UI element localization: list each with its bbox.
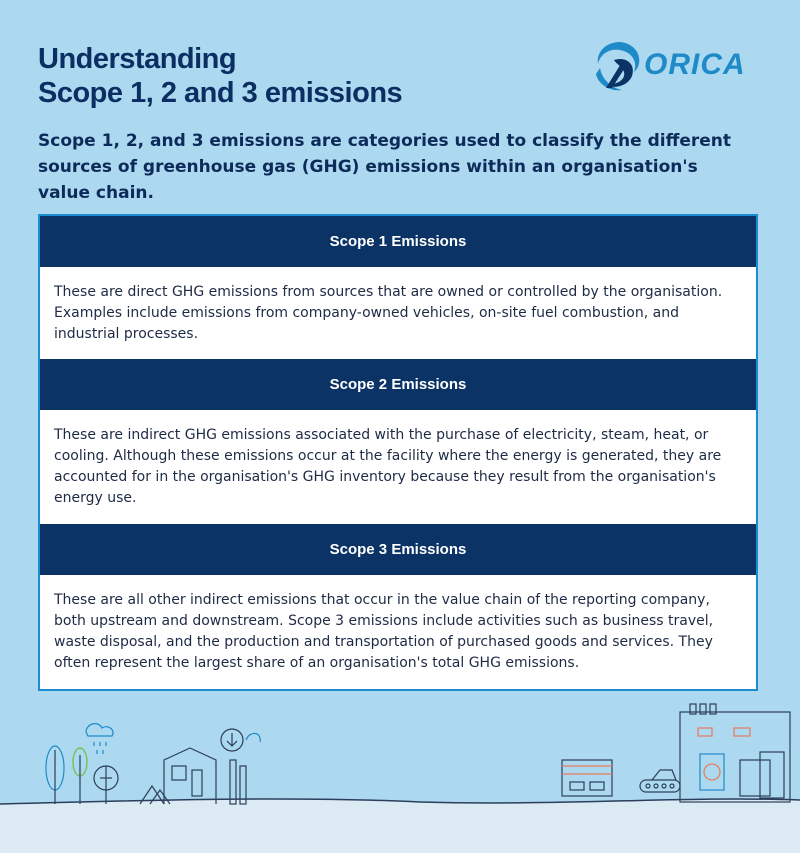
scope-1-heading: Scope 1 Emissions [40, 216, 756, 267]
scope-3-description [40, 575, 756, 689]
orica-swirl-icon [592, 38, 648, 94]
conveyor-icon [640, 770, 680, 792]
factory-icon [680, 704, 790, 802]
title-line-1: Understanding [38, 43, 237, 75]
scope-2-heading: Scope 2 Emissions [40, 359, 756, 410]
page-title [38, 42, 402, 110]
scope-3-text: These are all other indirect emissions that occur in the value chain of the reporting company, both upstream and downstream. Scope 3 emissions include activities such as business travel, waste disposal, and the production and transportation of purchased goods and services. They often represent the largest share of an organisation's total GHG emissions. [54, 592, 714, 671]
energy-download-icon [221, 729, 260, 804]
scope-2-text: These are indirect GHG emissions associated with the purchase of electricity, steam, heat, or cooling. Although these emissions occur at the facility where the energy is generated, they are accounted for in the organisation's GHG inventory because they result from the organisation's energy use. [54, 427, 722, 506]
scope-1-text: These are direct GHG emissions from sources that are owned or controlled by the organisation. Examples include emissions from company-owned vehicles, on-site fuel combustion, and industrial processes. [54, 283, 723, 342]
scopes-table [38, 214, 758, 691]
building-icon [140, 748, 216, 804]
ground-shape [0, 799, 800, 853]
intro-text: Scope 1, 2, and 3 emissions are categories used to classify the different sources of greenhouse gas (GHG) emissions within an organisation's value chain. [38, 131, 732, 203]
machine-icon [562, 760, 612, 796]
scope-2-description [40, 410, 756, 524]
title-line-2: Scope 1, 2 and 3 emissions [38, 77, 403, 109]
tree-icon [46, 746, 118, 804]
scope-3-heading: Scope 3 Emissions [40, 524, 756, 575]
orica-logo [592, 38, 762, 94]
rain-cloud-icon [86, 724, 113, 754]
scope-1-description [40, 267, 756, 359]
logo-text: ORICA [644, 48, 746, 81]
landscape-illustration [0, 700, 800, 853]
